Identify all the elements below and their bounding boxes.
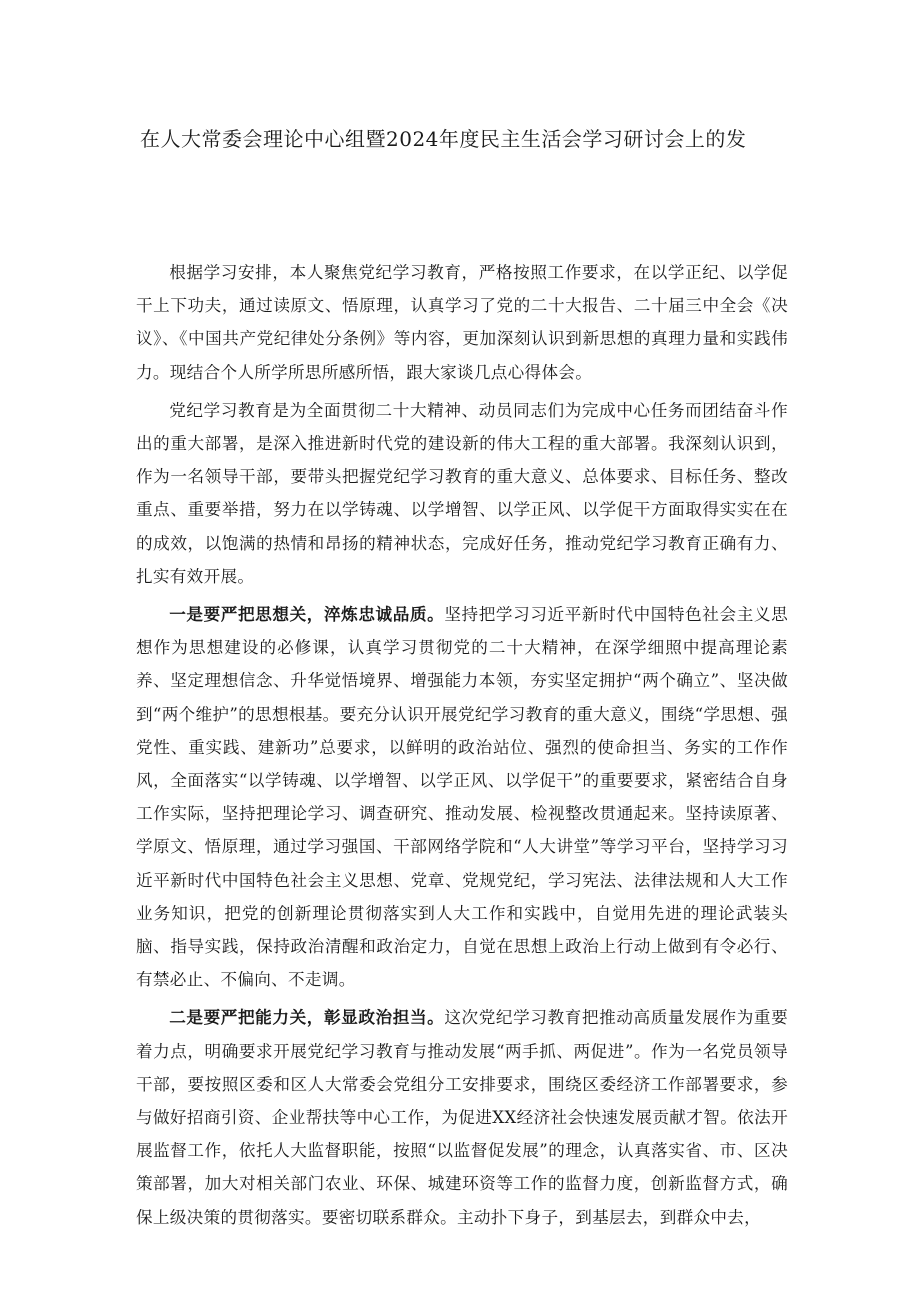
paragraph-text: 坚持把学习习近平新时代中国特色社会主义思想作为思想建设的必修课，认真学习贯彻党的二十大精神，在深学细照中提高理论素养、坚定理想信念、升华觉悟境界、增强能力本领，夯实坚定拥护“两个确立”、坚决做到“两个维护”的思想根基。要充分认识开展党纪学习教育的重大意义，围绕“学思想、强党性、重实践、建新功”总要求，以鲜明的政治站位、强烈的使命担当、务实的工作作风，全面落实“以学铸魂、以学增智、以学正风、以学促干”的重要要求，紧密结合自身工作实际，坚持把理论学习、调查研究、推动发展、检视整改贯通起来。坚持读原著、学原文、悟原理，通过学习强国、干部网络学院和“人大讲堂”等学习平台，坚持学习习近平新时代中国特色社会主义思想、党章、党规党纪，学习宪法、法律法规和人大工作业务知识，把党的创新理论贯彻落实到人大工作和实践中，自觉用先进的理论武装头脑、指导实践，保持政治清醒和政治定力，自觉在思想上政治上行动上做到有令必行、有禁必止、不偏向、不走调。 bbox=[136, 605, 788, 990]
document-title: 在人大常委会理论中心组暨2024年度民主生活会学习研讨会上的发 bbox=[140, 127, 747, 151]
paragraph-lead: 二是要严把能力关，彰显政治担当。 bbox=[169, 1007, 445, 1028]
paragraph-intro bbox=[136, 256, 788, 389]
paragraph-significance bbox=[136, 394, 788, 593]
paragraph-text: 这次党纪学习教育把推动高质量发展作为重要着力点，明确要求开展党纪学习教育与推动发展“两手抓、两促进”。作为一名党员领导干部，要按照区委和区人大常委会党组分工安排要求，围绕区委经济工作部署要求，参与做好招商引资、企业帮扶等中心工作，为促进XX经济社会快速发展贡献才智。依法开展监督工作，依托人大监督职能，按照“以监督促发展”的理念，认真落实省、市、区决策部署，加大对相关部门农业、环保、城建环资等工作的监督力度，创新监督方式，确保上级决策的贯彻落实。要密切联系群众。主动扑下身子，到基层去，到群众中去， bbox=[136, 1008, 788, 1227]
paragraph-lead: 一是要严把思想关，淬炼忠诚品质。 bbox=[169, 604, 445, 625]
document-body bbox=[136, 256, 788, 1239]
paragraph-point-two bbox=[136, 1001, 788, 1233]
paragraph-text: 根据学习安排，本人聚焦党纪学习教育，严格按照工作要求，在以学正纪、以学促干上下功夫，通过读原文、悟原理，认真学习了党的二十大报告、二十届三中全会《决议》、《中国共产党纪律处分条例》等内容，更加深刻认识到新思想的真理力量和实践伟力。现结合个人所学所思所感所悟，跟大家谈几点心得体会。 bbox=[136, 263, 788, 382]
paragraph-point-one bbox=[136, 598, 788, 996]
paragraph-text: 党纪学习教育是为全面贯彻二十大精神、动员同志们为完成中心任务而团结奋斗作出的重大部署，是深入推进新时代党的建设新的伟大工程的重大部署。我深刻认识到，作为一名领导干部，要带头把握党纪学习教育的重大意义、总体要求、目标任务、整改重点、重要举措，努力在以学铸魂、以学增智、以学正风、以学促干方面取得实实在在的成效，以饱满的热情和昂扬的精神状态，完成好任务，推动党纪学习教育正确有力、扎实有效开展。 bbox=[136, 400, 788, 586]
